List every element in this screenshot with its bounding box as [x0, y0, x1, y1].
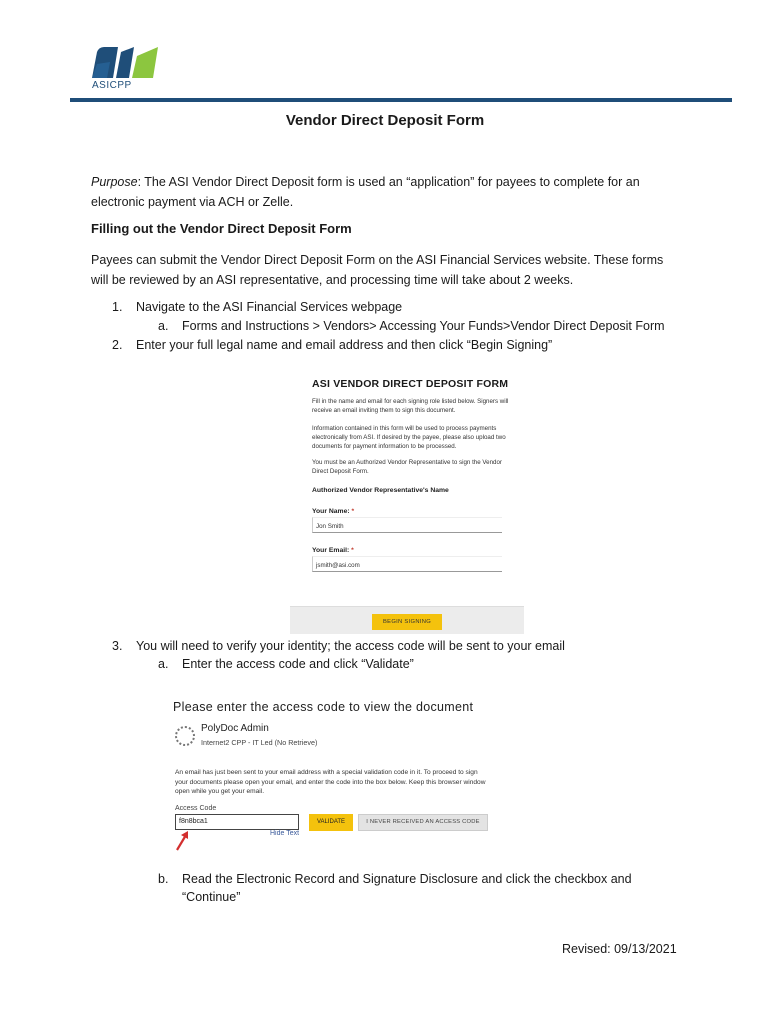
name-label [312, 508, 354, 515]
access-code-input[interactable]: f8n8bca1 [175, 814, 299, 830]
sender-org: Internet2 CPP - IT Led (No Retrieve) [201, 738, 318, 747]
never-received-code-button[interactable]: I NEVER RECEIVED AN ACCESS CODE [358, 814, 488, 831]
page-title: Vendor Direct Deposit Form [285, 112, 485, 129]
step-number: 3. [112, 639, 123, 653]
pointer-arrow-icon [173, 828, 193, 852]
step-letter: a. [158, 319, 169, 333]
section-heading: Filling out the Vendor Direct Deposit Form [91, 221, 352, 236]
name-label-text: Your Name: [312, 508, 350, 515]
step-3b [158, 870, 632, 888]
signing-form-footer [290, 606, 524, 634]
purpose-label: Purpose [91, 175, 138, 189]
signing-form-title: ASI VENDOR DIRECT DEPOSIT FORM [312, 378, 509, 390]
step-text: Enter the access code and click “Validate” [182, 657, 414, 671]
signing-form-screenshot [290, 372, 524, 634]
access-code-title: Please enter the access code to view the document [173, 700, 474, 714]
required-mark: * [351, 508, 355, 515]
step-3 [112, 637, 565, 655]
step-text: You will need to verify your identity; the access code will be sent to your email [136, 639, 565, 653]
asicpp-logo-icon [90, 44, 160, 102]
loading-spinner-icon [175, 726, 195, 746]
email-label [312, 547, 354, 554]
signing-form-section-label: Authorized Vendor Representative's Name [312, 487, 449, 494]
header-rule [70, 98, 732, 102]
step-text: Navigate to the ASI Financial Services webpage [136, 300, 403, 314]
step-letter: a. [158, 657, 169, 671]
signing-form-requirement: You must be an Authorized Vendor Representative to sign the Vendor Direct Deposit Form. [312, 459, 502, 475]
step-2 [112, 336, 552, 354]
intro-paragraph: Payees can submit the Vendor Direct Deposit Form on the ASI Financial Services website. These forms will be reviewed by an ASI representative, and processing time will take about 2 weeks. [91, 253, 664, 287]
document-header [70, 42, 732, 104]
name-input[interactable]: Jon Smith [312, 517, 502, 533]
step-text: Enter your full legal name and email address and then click “Begin Signing” [136, 338, 553, 352]
purpose-paragraph [91, 172, 681, 212]
purpose-text: : The ASI Vendor Direct Deposit form is used an “application” for payees to complete for an electronic payment via ACH or Zelle. [91, 175, 640, 209]
step-3a [158, 655, 414, 673]
step-number: 1. [112, 300, 123, 314]
begin-signing-button[interactable]: BEGIN SIGNING [372, 614, 442, 630]
step-1a [158, 317, 665, 335]
access-code-label: Access Code [175, 805, 217, 812]
step-number: 2. [112, 338, 123, 352]
access-code-screenshot [170, 696, 500, 854]
access-code-message: An email has just been sent to your email address with a special validation code in it. To proceed to sign your documents please open your email, and enter the code into the box below. Keep this browser window open while you get your email. [175, 769, 486, 795]
required-mark: * [351, 547, 354, 554]
hide-text-link[interactable]: Hide Text [270, 830, 300, 837]
step-1 [112, 298, 402, 316]
email-label-text: Your Email: [312, 547, 350, 554]
logo-text: ASICPP [92, 80, 132, 91]
step-3b-continued: “Continue” [182, 890, 241, 904]
revised-date: Revised: 09/13/2021 [562, 942, 677, 956]
validate-button[interactable]: VALIDATE [309, 814, 353, 831]
step-letter: b. [158, 872, 169, 886]
email-input[interactable]: jsmith@asi.com [312, 556, 502, 572]
sender-name: PolyDoc Admin [201, 723, 269, 734]
step-text: Read the Electronic Record and Signature Disclosure and click the checkbox and [182, 872, 632, 886]
signing-form-info: Information contained in this form will be used to process payments electronically from ASI. If desired by the payee, please also upload two documents for payment information to be processed. [312, 425, 506, 450]
step-text: Forms and Instructions > Vendors> Accessing Your Funds>Vendor Direct Deposit Form [182, 319, 665, 333]
signing-form-instructions: Fill in the name and email for each signing role listed below. Signers will receive an email inviting them to sign this document. [312, 398, 509, 414]
